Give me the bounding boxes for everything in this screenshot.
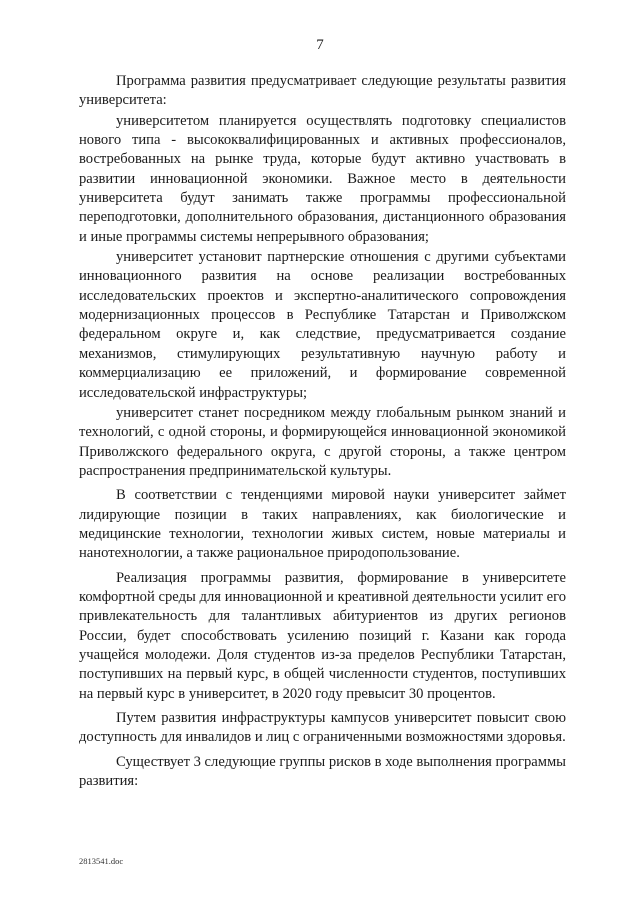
paragraph-training: университетом планируется осуществлять подготовку специалистов нового типа - высококвалифицированных и активных профессионалов, востребованных на рынке труда, которые будут активно участвовать в развитии инновационной экономики. Важное место в деятельности университета будут занимать также программы профессиональной переподготовки, дополнительного образования, дистанционного образования и иные программы системы непрерывного образования; [79,112,566,245]
page-number: 7 [316,37,324,53]
paragraph-intro: Программа развития предусматривает следующие результаты развития университета: [79,73,566,109]
paragraph-program-implementation: Реализация программы развития, формирование в университете комфортной среды для инновационной и креативной деятельности усилит его привлекательность для талантливых абитуриентов из других регионов России, будет способствовать усилению позиций г. Казани как города учащейся молодежи. Доля студентов из-за пределов Республики Татарстан, поступивших на первый курс, в общей численности студентов, поступивших на первый курс в университет, в 2020 году превысит 30 процентов. [79,569,566,702]
paragraph-partnership: университет установит партнерские отношения с другими субъектами инновационного развития на основе реализации востребованных исследовательских проектов и экспертно-аналитического сопровождения модернизационных процессов в Республике Татарстан и Приволжском федеральном округе и, как следствие, предусматривается создание механизмов, стимулирующих результативную научную работу и коммерциализацию ее приложений, и формирование современной исследовательской инфраструктуры; [79,249,566,401]
document-body [79,72,566,791]
paragraph-campus-infrastructure: Путем развития инфраструктуры кампусов университет повысит свою доступность для инвалидов и лиц с ограниченными возможностями здоровья. [79,710,566,746]
paragraph-intermediary: университет станет посредником между глобальным рынком знаний и технологий, с одной стороны, и формирующейся инновационной экономикой Приволжского федерального округа, с другой стороны, а также центром распространения предпринимательской культуры. [79,404,566,479]
footer-filename: 2813541.doc [79,856,124,866]
paragraph-risk-groups: Существует 3 следующие группы рисков в ходе выполнения программы развития: [79,753,566,790]
paragraph-science-trends: В соответствии с тенденциями мировой науки университет займет лидирующие позиции в таких направлениях, как биологические и медицинские технологии, технологии живых систем, новые материалы и нанотехнологии, а также рациональное природопользование. [79,487,566,562]
